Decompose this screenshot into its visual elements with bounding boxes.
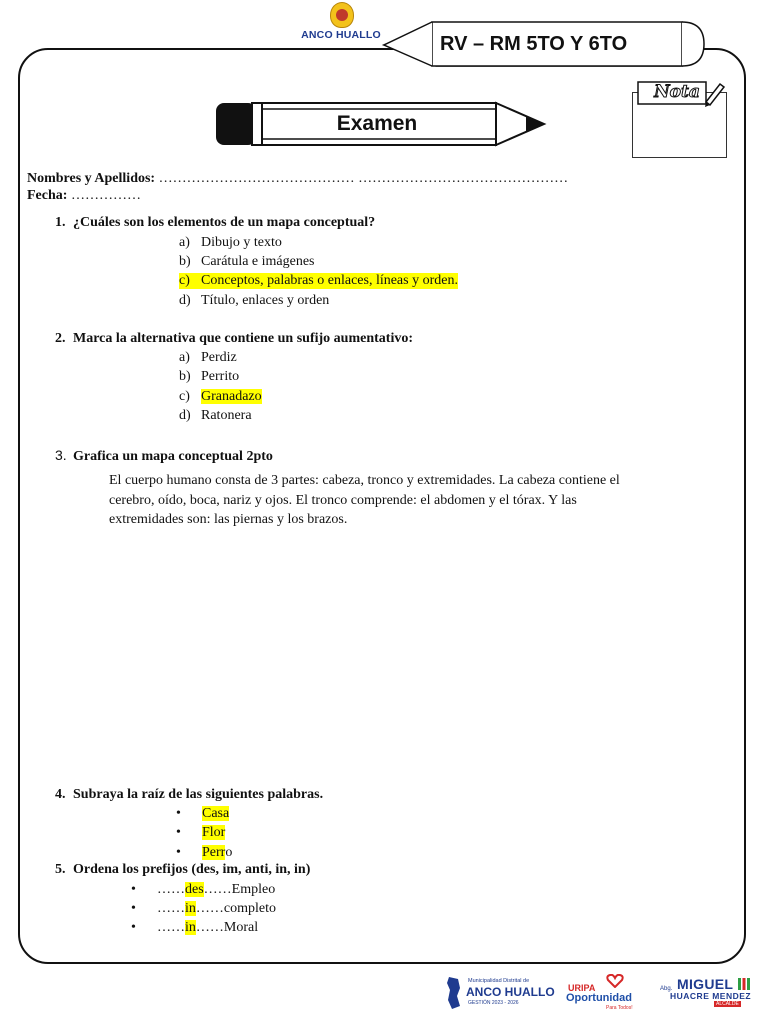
question-3: 3. Grafica un mapa conceptual 2pto <box>55 447 273 464</box>
footer-mayor-logo: Abg. MIGUEL HUACRE MENDEZ ALCALDE <box>660 976 752 1007</box>
question-1: 1. ¿Cuáles son los elementos de un mapa conceptual? <box>55 215 376 230</box>
date-line <box>27 188 141 204</box>
question-3-paragraph: El cuerpo humano consta de 3 partes: cabeza, tronco y extremidades. La cabeza contiene el cerebro, oído, boca, nariz y ojos. El tronco comprende: el abdomen y el tórax. Y las extremidades son: las piernas y los brazos. <box>109 473 620 527</box>
q2-option-d: d) Ratonera <box>179 408 252 423</box>
q1-option-a: a) Dibujo y texto <box>179 235 282 250</box>
q2-option-a: a) Perdiz <box>179 350 237 365</box>
footer-uripa-logo: URIPA Oportunidad Para Todos! <box>566 974 642 1014</box>
grade-label: Nota <box>654 82 700 102</box>
crest-icon <box>330 2 354 28</box>
q4-word-2: • Flor <box>176 825 226 840</box>
q5-item-1: • ……des……Empleo <box>131 882 276 897</box>
bars-icon <box>738 978 750 990</box>
question-2: 2. Marca la alternativa que contiene un sufijo aumentativo: <box>55 331 413 346</box>
municipality-logo <box>300 2 382 44</box>
q5-item-3: • ……in……Moral <box>131 920 259 935</box>
footer-municipality-logo: Municipalidad Distrital de ANCO HUALLO GESTIÓN 2023 - 2026 <box>446 974 546 1014</box>
date-dots: …………… <box>70 188 141 203</box>
q1-option-d: d) Título, enlaces y orden <box>179 293 330 308</box>
logo-name: ANCO HUALLO <box>301 29 381 41</box>
q1-option-c: c) Conceptos, palabras o enlaces, líneas y orden. <box>179 273 458 288</box>
student-name-line <box>27 171 568 187</box>
heart-icon <box>606 974 624 988</box>
q4-word-3: • Perro <box>176 845 233 860</box>
question-4: 4. Subraya la raíz de las siguientes palabras. <box>55 787 324 802</box>
name-dots: …………………………………… ……………………………………… <box>158 171 569 186</box>
q2-option-c: c) Granadazo <box>179 389 262 404</box>
exam-banner-title: Examen <box>336 112 418 135</box>
q1-option-b: b) Carátula e imágenes <box>179 254 315 269</box>
q5-item-2: • ……in……completo <box>131 901 276 916</box>
q2-option-b: b) Perrito <box>179 369 240 384</box>
q4-word-1: • Casa <box>176 806 230 821</box>
exam-course-title: RV – RM 5TO Y 6TO <box>440 33 628 55</box>
name-label: Nombres y Apellidos: <box>27 171 156 186</box>
map-icon <box>446 976 462 1010</box>
question-5: 5. Ordena los prefijos (des, im, anti, in, in) <box>55 862 311 877</box>
date-label: Fecha: <box>27 188 68 203</box>
